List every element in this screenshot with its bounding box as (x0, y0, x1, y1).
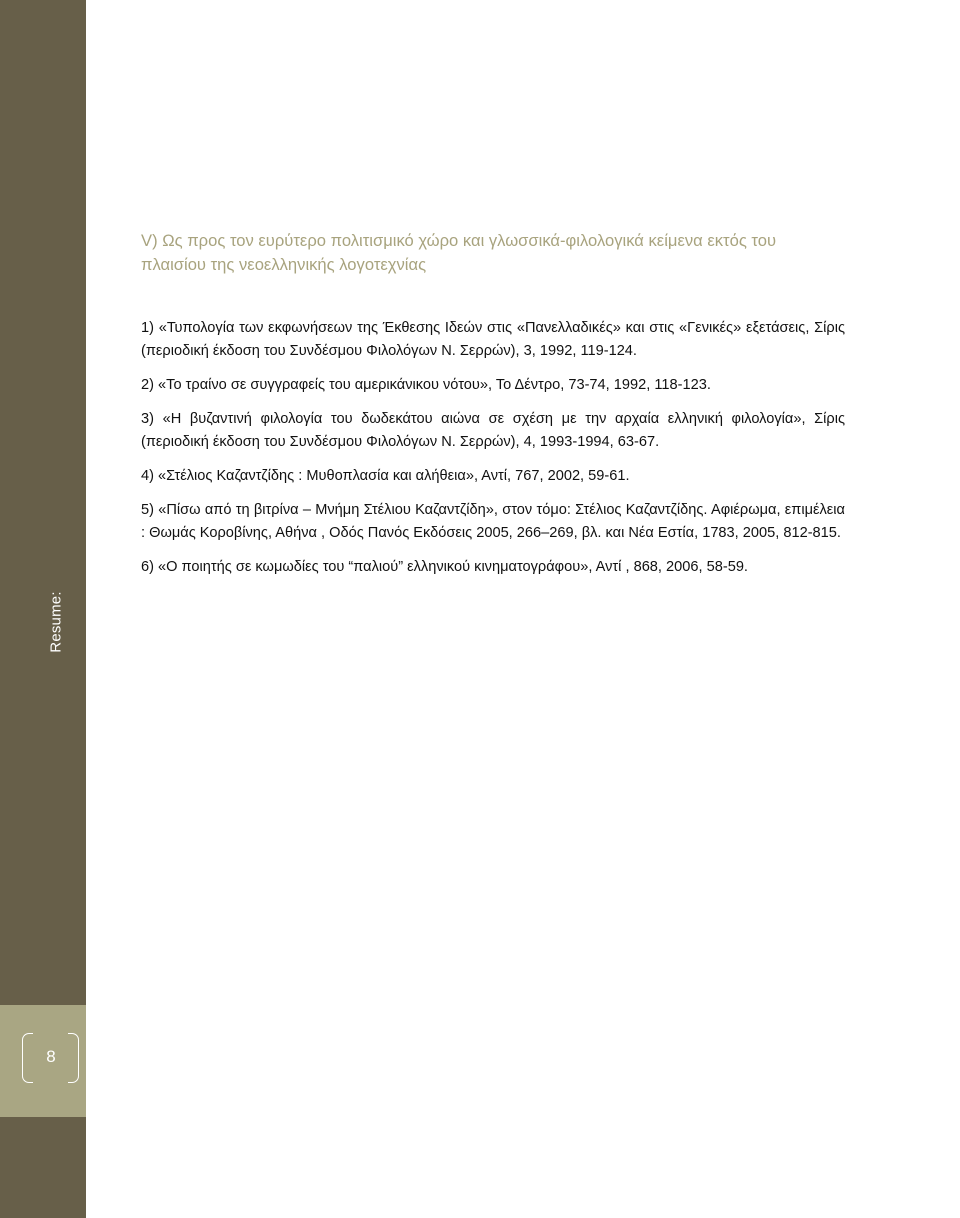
page-number: 8 (46, 1047, 56, 1066)
list-item: 2) «Το τραίνο σε συγγραφείς του αμερικάνικου νότου», Το Δέντρο, 73-74, 1992, 118-123. (141, 377, 711, 393)
left-bracket-decoration (22, 1033, 33, 1083)
list-item: 3) «Η βυζαντινή φιλολογία του δωδεκάτου αιώνα σε σχέση με την αρχαία ελληνική φιλολογία», Σίρις (περιοδική έκδοση του Συνδέσμου Φιλολόγων Ν. Σερρών), 4, 1993-1994, 63-67. (141, 411, 845, 450)
main-content (141, 229, 845, 590)
list-item: 6) «Ο ποιητής σε κωμωδίες του “παλιού” ελληνικού κινηματογράφου», Αντί , 868, 2006, 58-59. (141, 559, 748, 575)
section-heading: V) Ως προς τον ευρύτερο πολιτισμικό χώρο και γλωσσικά-φιλολογικά κείμενα εκτός του πλαισίου της νεοελληνικής λογοτεχνίας (141, 231, 777, 274)
list-item: 1) «Τυπολογία των εκφωνήσεων της Έκθεσης Ιδεών στις «Πανελλαδικές» και στις «Γενικές» εξετάσεις, Σίρις (περιοδική έκδοση του Συνδέσμου Φιλολόγων Ν. Σερρών), 3, 1992, 119-124. (141, 320, 845, 359)
list-item: 4) «Στέλιος Καζαντζίδης : Μυθοπλασία και αλήθεια», Αντί, 767, 2002, 59-61. (141, 468, 630, 484)
right-bracket-decoration (68, 1033, 79, 1083)
list-item: 5) «Πίσω από τη βιτρίνα – Μνήμη Στέλιου Καζαντζίδη», στον τόμο: Στέλιος Καζαντζίδης. Αφιέρωμα, επιμέλεια : Θωμάς Κοροβίνης, Αθήνα , Οδός Πανός Εκδόσεις 2005, 266–269, βλ. και Νέα Εστία, 1783, 2005, 812-815. (141, 502, 845, 541)
sidebar-label: Resume: (47, 591, 65, 653)
